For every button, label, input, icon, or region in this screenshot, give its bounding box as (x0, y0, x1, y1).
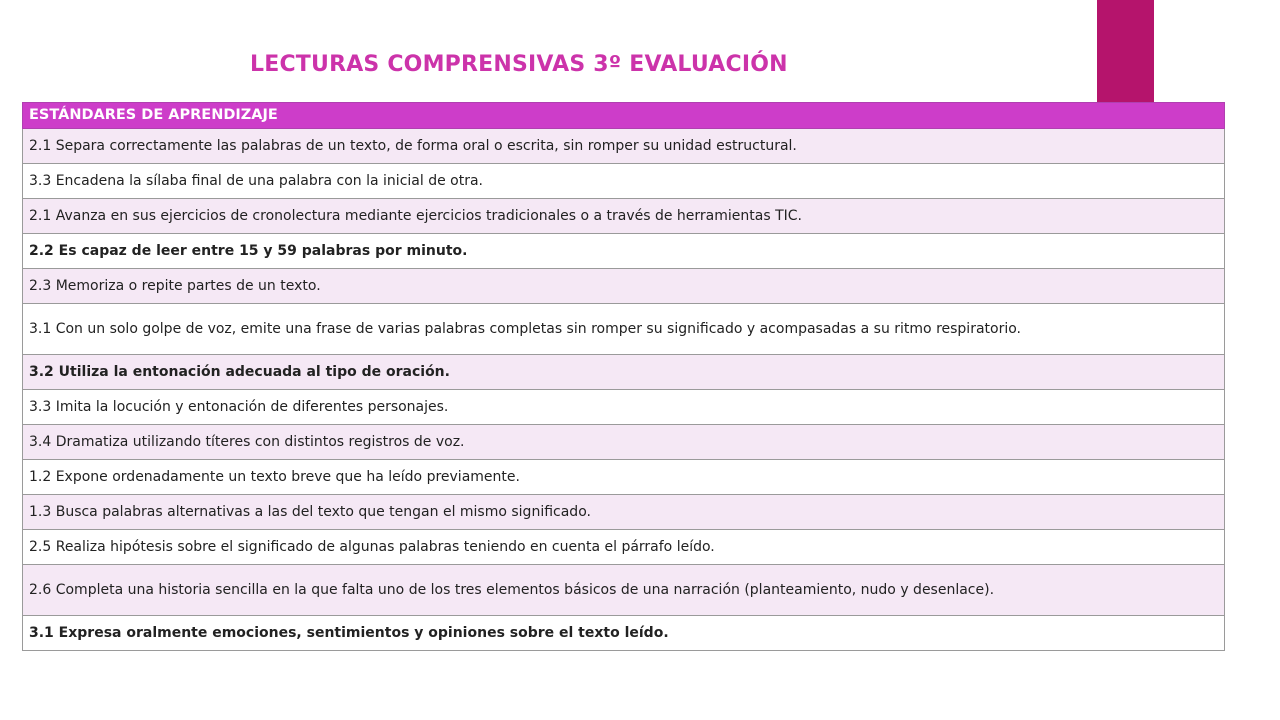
table-row (23, 460, 1225, 495)
table-row (23, 530, 1225, 565)
row-text: 1.3 Busca palabras alternativas a las del texto que tengan el mismo significado. (23, 495, 1225, 530)
table-row (23, 565, 1225, 616)
table-header: ESTÁNDARES DE APRENDIZAJE (23, 103, 1225, 129)
table-row (23, 269, 1225, 304)
row-text: 3.1 Expresa oralmente emociones, sentimientos y opiniones sobre el texto leído. (23, 616, 1225, 651)
row-text: 3.2 Utiliza la entonación adecuada al tipo de oración. (23, 355, 1225, 390)
row-text: 2.1 Avanza en sus ejercicios de cronolectura mediante ejercicios tradicionales o a través de herramientas TIC. (23, 199, 1225, 234)
row-text: 1.2 Expone ordenadamente un texto breve que ha leído previamente. (23, 460, 1225, 495)
table-row (23, 199, 1225, 234)
table-row (23, 164, 1225, 199)
table-row (23, 234, 1225, 269)
table-row (23, 304, 1225, 355)
row-text: 2.6 Completa una historia sencilla en la que falta uno de los tres elementos básicos de una narración (planteamiento, nudo y desenlace). (23, 565, 1225, 616)
row-text: 2.2 Es capaz de leer entre 15 y 59 palabras por minuto. (23, 234, 1225, 269)
row-text: 2.1 Separa correctamente las palabras de un texto, de forma oral o escrita, sin romper su unidad estructural. (23, 129, 1225, 164)
row-text: 3.3 Imita la locución y entonación de diferentes personajes. (23, 390, 1225, 425)
table-row (23, 425, 1225, 460)
row-text: 3.1 Con un solo golpe de voz, emite una frase de varias palabras completas sin romper su significado y acompasadas a su ritmo respiratorio. (23, 304, 1225, 355)
table-row (23, 129, 1225, 164)
standards-table (22, 102, 1225, 651)
table-row (23, 355, 1225, 390)
table-row (23, 390, 1225, 425)
row-text: 3.3 Encadena la sílaba final de una palabra con la inicial de otra. (23, 164, 1225, 199)
table-header-row (23, 103, 1225, 129)
accent-bar (1097, 0, 1154, 102)
row-text: 2.5 Realiza hipótesis sobre el significado de algunas palabras teniendo en cuenta el párrafo leído. (23, 530, 1225, 565)
table-row (23, 616, 1225, 651)
table-row (23, 495, 1225, 530)
row-text: 3.4 Dramatiza utilizando títeres con distintos registros de voz. (23, 425, 1225, 460)
page-title: LECTURAS COMPRENSIVAS 3º EVALUACIÓN (250, 52, 788, 77)
row-text: 2.3 Memoriza o repite partes de un texto. (23, 269, 1225, 304)
